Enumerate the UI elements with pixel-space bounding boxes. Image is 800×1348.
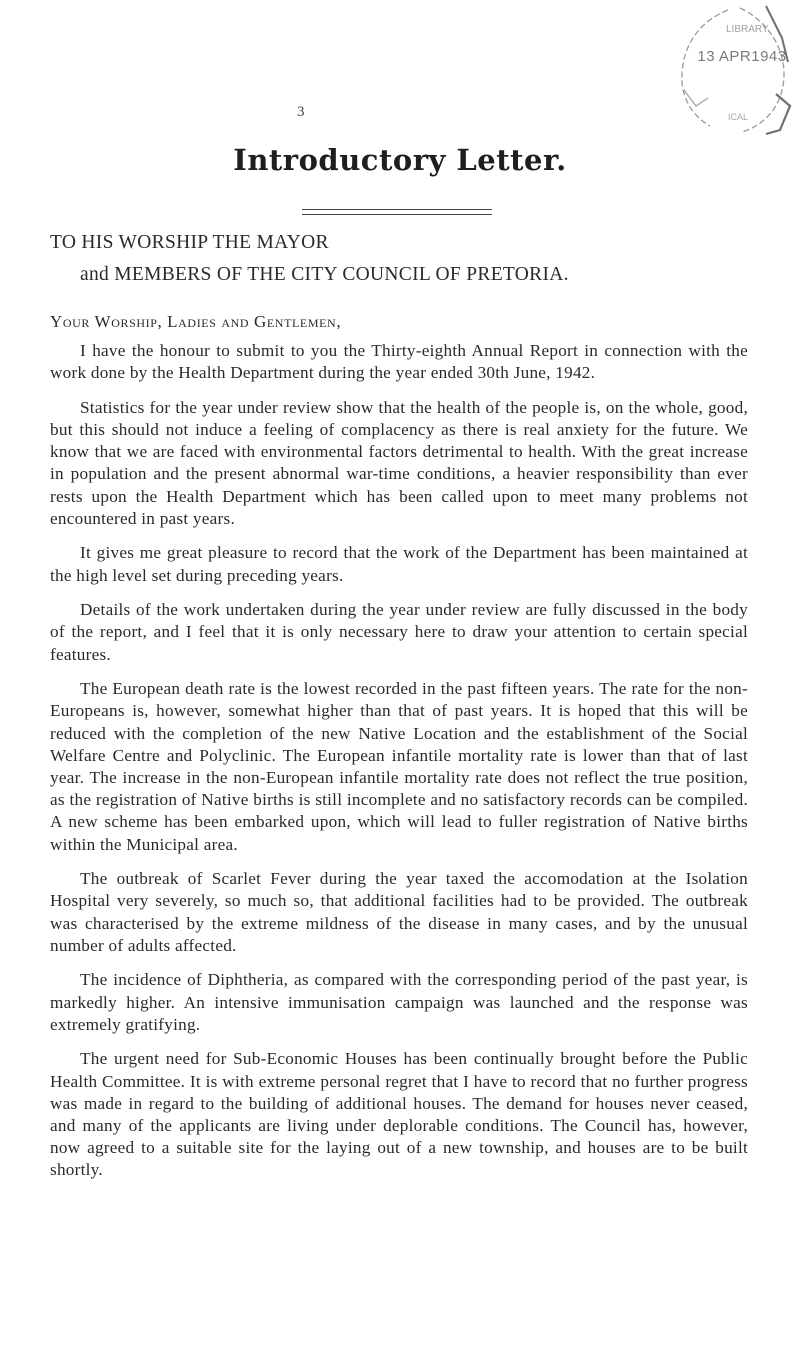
letter-body xyxy=(50,340,748,1194)
letter-title: Introductory Letter. xyxy=(233,143,567,177)
library-stamp xyxy=(670,2,792,144)
paragraph: It gives me great pleasure to record that the work of the Department has been maintained at the high level set during preceding years. xyxy=(50,543,748,585)
paragraph: The incidence of Diphtheria, as compared with the corresponding period of the past year, is markedly higher. An intensive immunisation campaign was launched and the response was extremely gratifying. xyxy=(50,970,748,1034)
page-number: 3 xyxy=(297,104,305,120)
paragraph: The urgent need for Sub-Economic Houses has been continually brought before the Public Health Committee. It is with extreme personal regret that I have to record that no further progress was made in regard to the building of additional houses. The demand for houses never ceased, and many of the applicants are living under deplorable conditions. The Council has, however, now agreed to a suitable site for the laying out of a new township, and houses are to be built shortly. xyxy=(50,1049,748,1180)
addressee-line-2: and MEMBERS OF THE CITY COUNCIL OF PRETORIA. xyxy=(80,264,569,285)
svg-text:ICAL: ICAL xyxy=(728,112,749,122)
paragraph: Details of the work undertaken during the year under review are fully discussed in the body of the report, and I feel that it is only necessary here to draw your attention to certain special features. xyxy=(50,600,748,664)
title-divider xyxy=(302,209,492,215)
paragraph: Statistics for the year under review show that the health of the people is, on the whole, good, but this should not induce a feeling of complacency as there is real anxiety for the future. We know that we are faced with environmental factors detrimental to health. With the great increase in population and the present abnormal war-time conditions, a heavier responsibility than ever rests upon the Health Department which has been called upon to meet many problems not encountered in past years. xyxy=(50,397,748,528)
paragraph: The European death rate is the lowest recorded in the past fifteen years. The rate for the non-Europeans is, however, somewhat higher than that of past years. It is hoped that this will be reduced with the completion of the new Native Location and the establishment of the Social Welfare Centre and Polyclinic. The European infantile mortality rate is lower than that of last year. The increase in the non-European infantile mortality rate does not reflect the true position, as the registration of Native births is still incomplete and no satisfactory records can be compiled. A new scheme has been embarked upon, which will lead to fuller registration of Native births within the Municipal area. xyxy=(50,679,748,854)
salutation: Your Worship, Ladies and Gentlemen, xyxy=(50,312,342,331)
paragraph: The outbreak of Scarlet Fever during the year taxed the accomodation at the Isolation Hospital very severely, so much so, that additional facilities had to be provided. The outbreak was characterised by the extreme mildness of the disease in many cases, and by the unusual number of adults affected. xyxy=(50,869,748,955)
addressee-block xyxy=(50,227,770,291)
addressee-line-1: TO HIS WORSHIP THE MAYOR xyxy=(50,232,329,253)
paragraph: I have the honour to submit to you the Thirty-eighth Annual Report in connection with the work done by the Health Department during the year ended 30th June, 1942. xyxy=(50,341,748,383)
svg-text:LIBRARY: LIBRARY xyxy=(726,24,769,35)
stamp-date: 13 APR1943 xyxy=(697,48,787,65)
